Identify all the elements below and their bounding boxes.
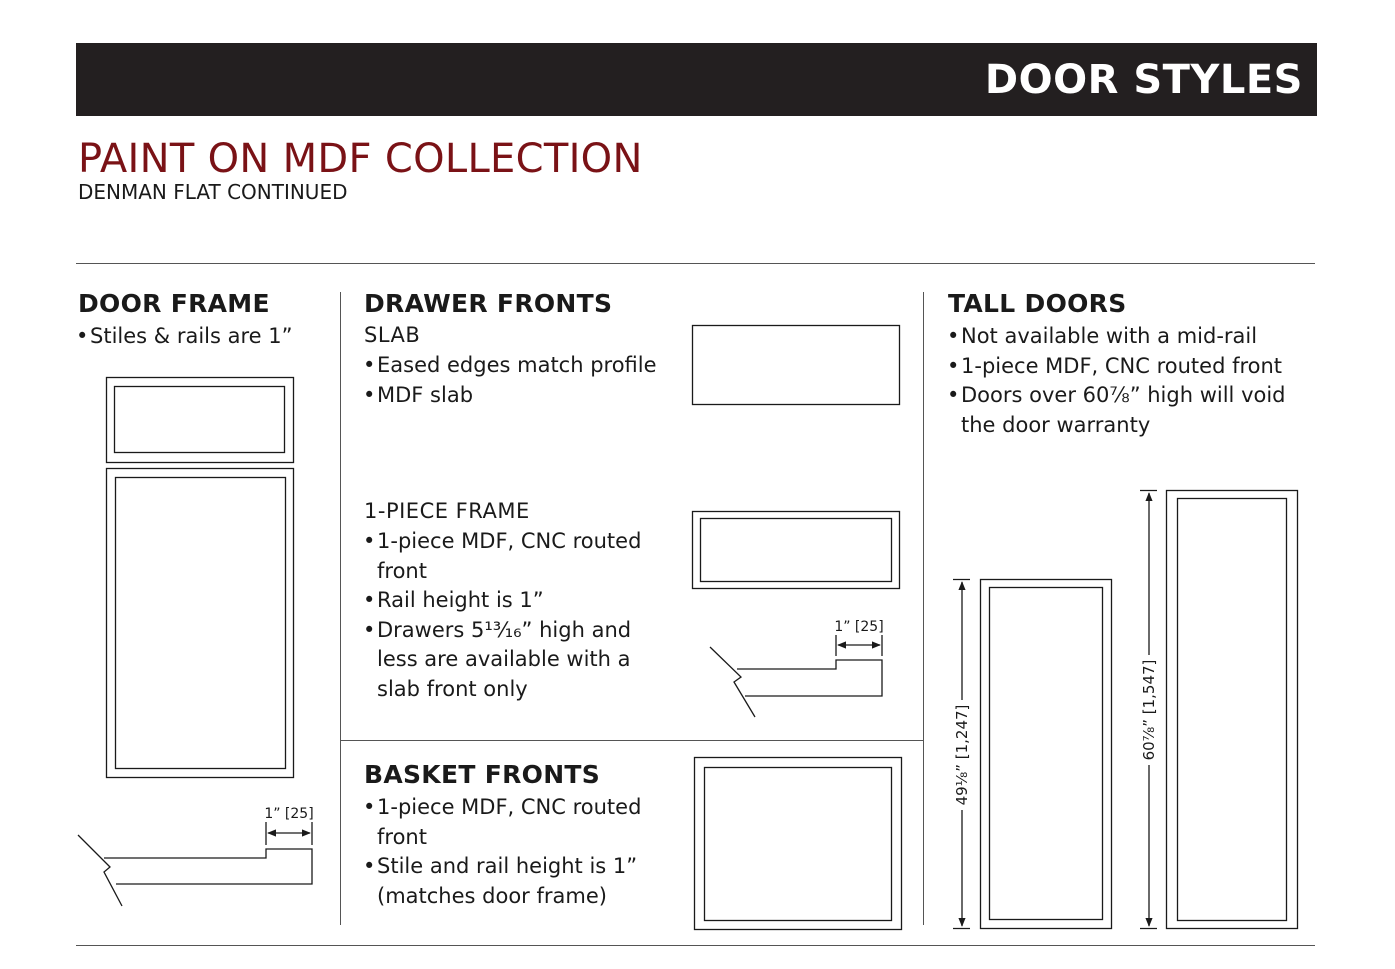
list-item: • 1-piece MDF, CNC routed front [363,793,683,852]
tall-door-short-dimension: 49⅛” [1,247] [953,704,971,806]
list-item: • Drawers 5¹³⁄₁₆” high and less are available with a slab front only [363,616,667,705]
one-piece-profile-drawing [710,635,882,717]
list-item: • 1-piece MDF, CNC routed front [363,527,683,586]
door-frame-title: DOOR FRAME [78,289,270,318]
tall-door-short-drawing [953,580,1112,929]
door-frame-profile-drawing [78,822,312,906]
list-item: • Doors over 60⅞” high will void the door warranty [947,381,1317,440]
one-piece-drawer-drawing [693,512,900,589]
list-item: • MDF slab [363,381,657,411]
one-piece-dimension: 1” [25] [834,619,884,635]
basket-front-drawing [695,758,902,930]
one-piece-heading: 1-PIECE FRAME [364,499,530,523]
tall-door-tall-drawing [1140,491,1298,929]
tall-doors-title: TALL DOORS [948,289,1127,318]
slab-heading: SLAB [364,323,421,347]
slab-drawer-drawing [693,326,900,405]
list-item: • Rail height is 1” [363,586,683,616]
list-item: • Eased edges match profile [363,351,657,381]
list-item: • Stiles & rails are 1” [76,322,292,352]
tall-door-tall-dimension: 60⅞” [1,547] [1140,659,1158,761]
collection-title: PAINT ON MDF COLLECTION [78,136,643,182]
page-title: DOOR STYLES [984,57,1303,103]
collection-subtitle: DENMAN FLAT CONTINUED [78,180,348,204]
list-item: • 1-piece MDF, CNC routed front [947,352,1317,382]
list-item: • Stile and rail height is 1” (matches door frame) [363,852,657,911]
list-item: • Not available with a mid-rail [947,322,1317,352]
door-frame-drawing [107,378,294,778]
basket-fronts-title: BASKET FRONTS [364,760,601,789]
drawer-fronts-title: DRAWER FRONTS [364,289,613,318]
door-frame-dimension: 1” [25] [264,806,314,822]
